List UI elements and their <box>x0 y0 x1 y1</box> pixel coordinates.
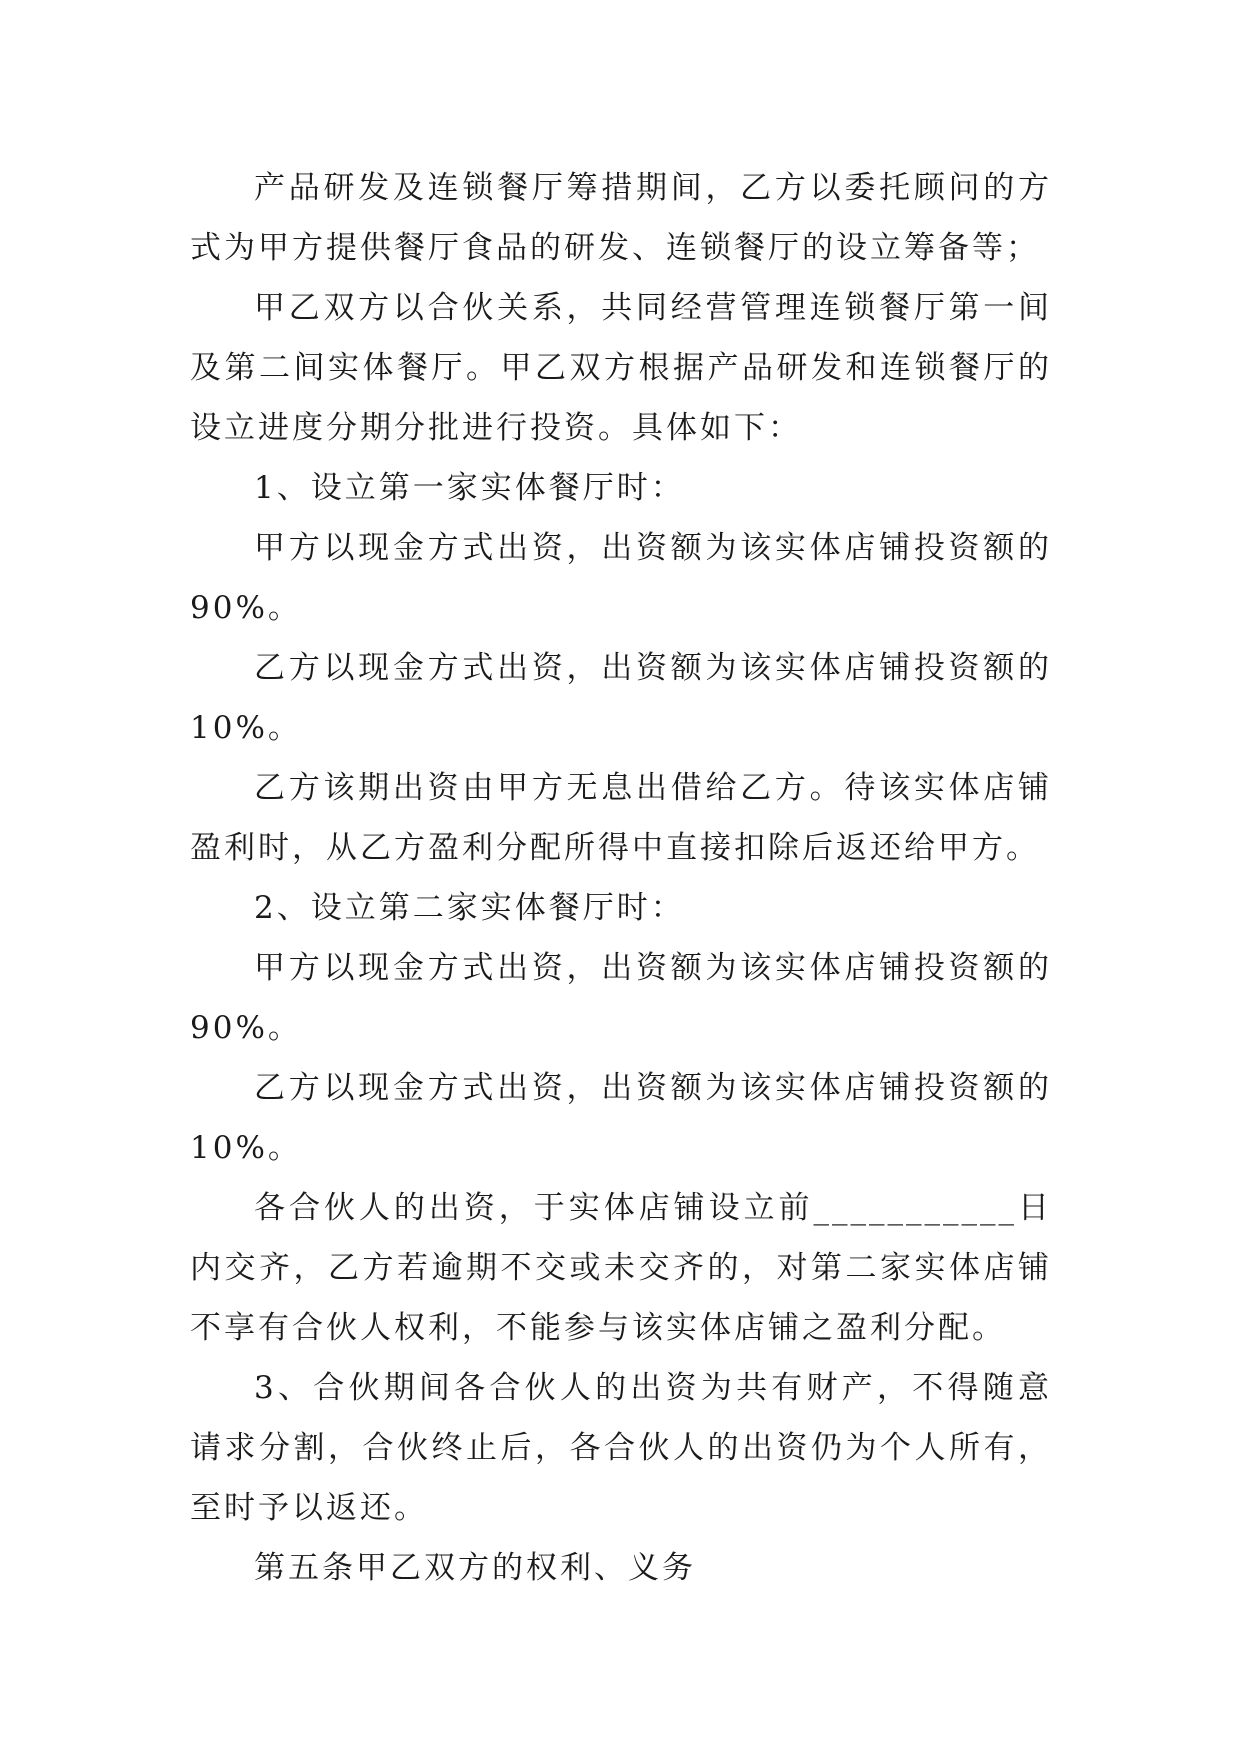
paragraph-first-party-a-contribution: 甲方以现金方式出资，出资额为该实体店铺投资额的90%。 <box>190 530 1052 626</box>
paragraph-second-party-b-contribution: 乙方以现金方式出资，出资额为该实体店铺投资额的10%。 <box>190 1070 1052 1166</box>
paragraph-second-restaurant-heading: 2、设立第二家实体餐厅时： <box>254 890 685 926</box>
paragraph-contribution-deadline: 各合伙人的出资，于实体店铺设立前___________日内交齐，乙方若逾期不交或未交齐的，对第二家实体店铺不享有合伙人权利，不能参与该实体店铺之盈利分配。 <box>190 1190 1052 1346</box>
paragraph-article-five-heading: 第五条甲乙双方的权利、义务 <box>254 1550 696 1586</box>
document-body <box>190 158 1052 1598</box>
paragraph-second-party-a-contribution: 甲方以现金方式出资，出资额为该实体店铺投资额的90%。 <box>190 950 1052 1046</box>
paragraph-loan-repayment: 乙方该期出资由甲方无息出借给乙方。待该实体店铺盈利时，从乙方盈利分配所得中直接扣除后返还给甲方。 <box>190 770 1052 866</box>
paragraph-shared-property: 3、合伙期间各合伙人的出资为共有财产，不得随意请求分割，合伙终止后，各合伙人的出资仍为个人所有，至时予以返还。 <box>190 1370 1052 1526</box>
paragraph-first-party-b-contribution: 乙方以现金方式出资，出资额为该实体店铺投资额的10%。 <box>190 650 1052 746</box>
paragraph-partnership-investment: 甲乙双方以合伙关系，共同经营管理连锁餐厅第一间及第二间实体餐厅。甲乙双方根据产品研发和连锁餐厅的设立进度分期分批进行投资。具体如下： <box>190 290 1052 446</box>
paragraph-first-restaurant-heading: 1、设立第一家实体餐厅时： <box>254 470 685 506</box>
paragraph-consultant-role: 产品研发及连锁餐厅筹措期间，乙方以委托顾问的方式为甲方提供餐厅食品的研发、连锁餐厅的设立筹备等； <box>190 170 1052 266</box>
